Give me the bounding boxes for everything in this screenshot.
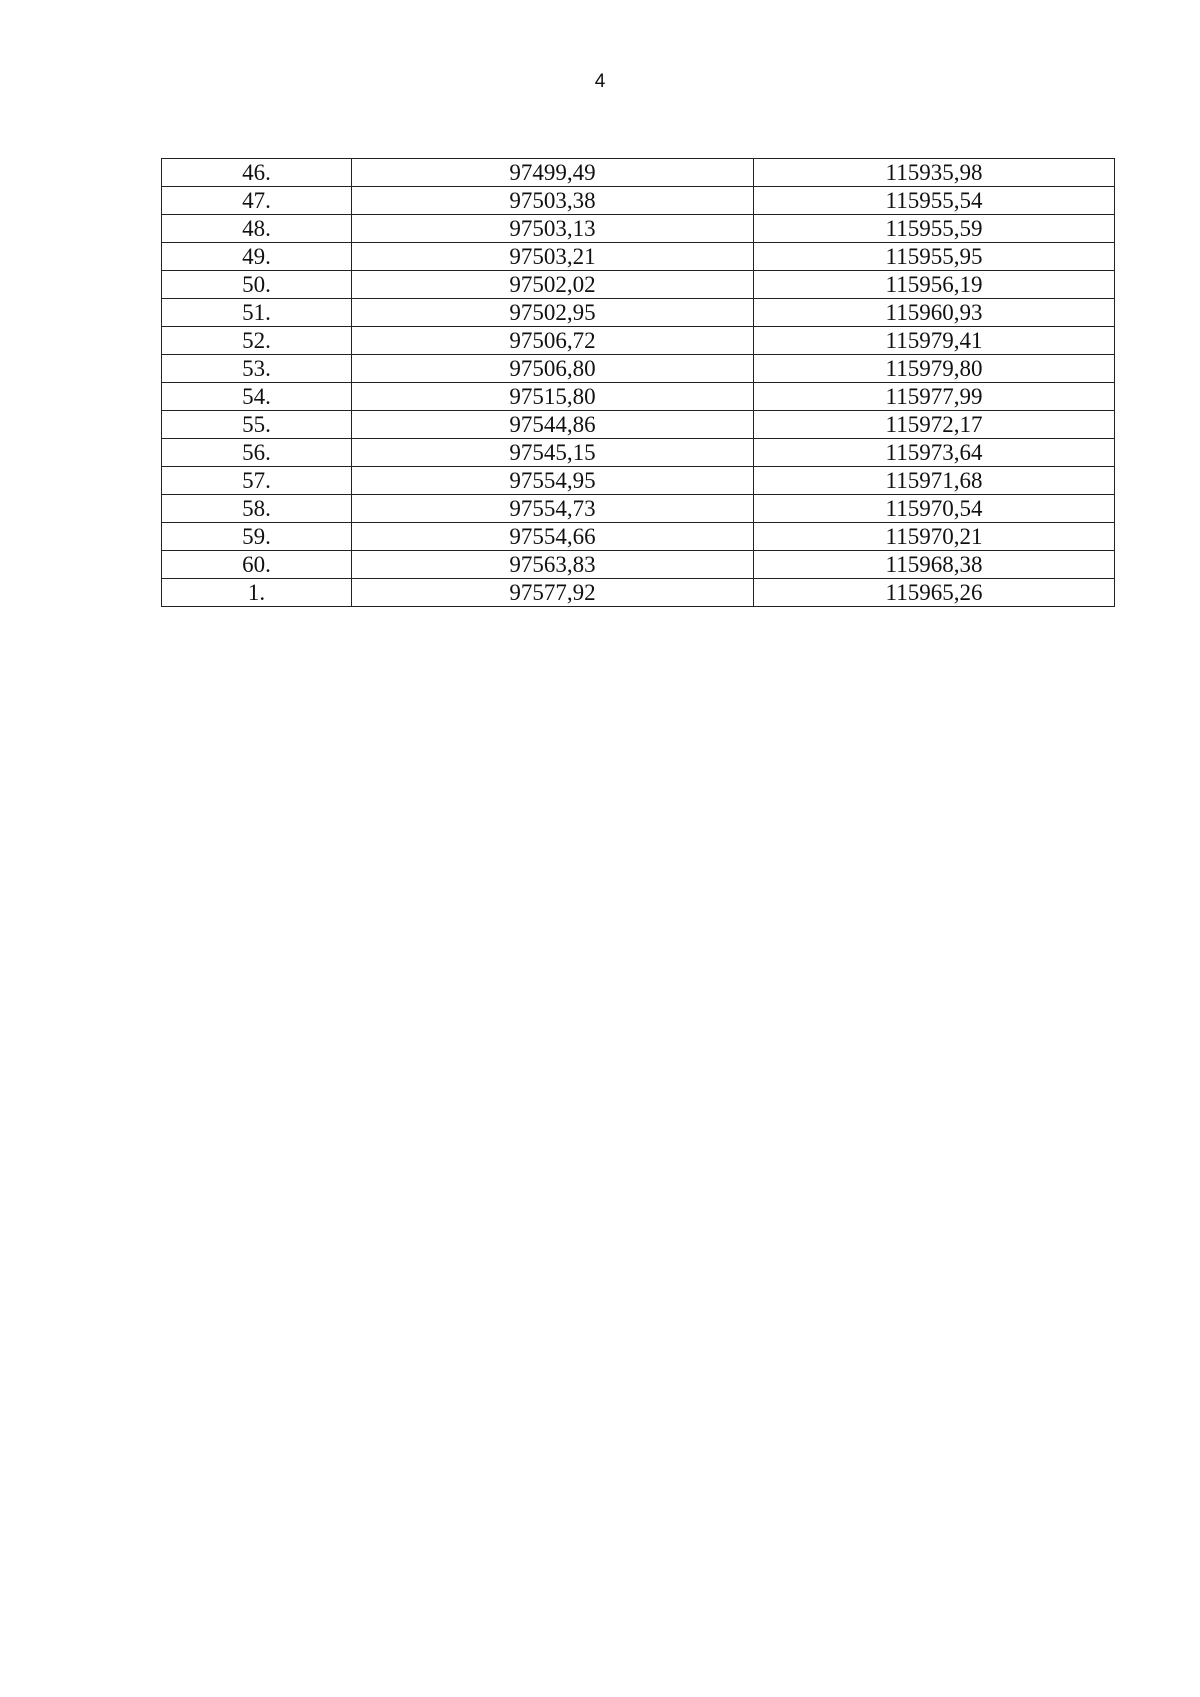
x-coordinate-cell: 97506,72 [352, 327, 754, 355]
x-coordinate-cell: 97503,38 [352, 187, 754, 215]
table-row [162, 579, 1115, 607]
y-coordinate-cell: 115972,17 [754, 411, 1115, 439]
table-row [162, 271, 1115, 299]
point-number-cell: 47. [162, 187, 352, 215]
x-coordinate-cell: 97506,80 [352, 355, 754, 383]
y-coordinate-cell: 115960,93 [754, 299, 1115, 327]
x-coordinate-cell: 97502,02 [352, 271, 754, 299]
table-row [162, 551, 1115, 579]
y-coordinate-cell: 115965,26 [754, 579, 1115, 607]
x-coordinate-cell: 97577,92 [352, 579, 754, 607]
x-coordinate-cell: 97554,95 [352, 467, 754, 495]
point-number-cell: 49. [162, 243, 352, 271]
point-number-cell: 46. [162, 159, 352, 187]
point-number-cell: 59. [162, 523, 352, 551]
point-number-cell: 1. [162, 579, 352, 607]
x-coordinate-cell: 97554,66 [352, 523, 754, 551]
page-number: 4 [594, 71, 606, 92]
table-row [162, 327, 1115, 355]
table-row [162, 411, 1115, 439]
y-coordinate-cell: 115977,99 [754, 383, 1115, 411]
point-number-cell: 58. [162, 495, 352, 523]
x-coordinate-cell: 97563,83 [352, 551, 754, 579]
table-row [162, 159, 1115, 187]
table-row [162, 215, 1115, 243]
y-coordinate-cell: 115970,54 [754, 495, 1115, 523]
x-coordinate-cell: 97545,15 [352, 439, 754, 467]
x-coordinate-cell: 97544,86 [352, 411, 754, 439]
y-coordinate-cell: 115979,41 [754, 327, 1115, 355]
point-number-cell: 48. [162, 215, 352, 243]
table-row [162, 523, 1115, 551]
point-number-cell: 53. [162, 355, 352, 383]
x-coordinate-cell: 97503,21 [352, 243, 754, 271]
table-row [162, 187, 1115, 215]
point-number-cell: 54. [162, 383, 352, 411]
coordinates-table [161, 158, 1115, 607]
y-coordinate-cell: 115955,95 [754, 243, 1115, 271]
point-number-cell: 60. [162, 551, 352, 579]
x-coordinate-cell: 97554,73 [352, 495, 754, 523]
point-number-cell: 55. [162, 411, 352, 439]
x-coordinate-cell: 97499,49 [352, 159, 754, 187]
y-coordinate-cell: 115968,38 [754, 551, 1115, 579]
table-row [162, 355, 1115, 383]
table-row [162, 495, 1115, 523]
table-row [162, 299, 1115, 327]
x-coordinate-cell: 97515,80 [352, 383, 754, 411]
y-coordinate-cell: 115935,98 [754, 159, 1115, 187]
x-coordinate-cell: 97503,13 [352, 215, 754, 243]
y-coordinate-cell: 115973,64 [754, 439, 1115, 467]
y-coordinate-cell: 115970,21 [754, 523, 1115, 551]
point-number-cell: 57. [162, 467, 352, 495]
table-row [162, 467, 1115, 495]
point-number-cell: 51. [162, 299, 352, 327]
y-coordinate-cell: 115971,68 [754, 467, 1115, 495]
coordinates-table-body [162, 159, 1115, 607]
table-row [162, 383, 1115, 411]
table-row [162, 243, 1115, 271]
point-number-cell: 50. [162, 271, 352, 299]
y-coordinate-cell: 115955,54 [754, 187, 1115, 215]
table-row [162, 439, 1115, 467]
y-coordinate-cell: 115955,59 [754, 215, 1115, 243]
y-coordinate-cell: 115956,19 [754, 271, 1115, 299]
point-number-cell: 56. [162, 439, 352, 467]
x-coordinate-cell: 97502,95 [352, 299, 754, 327]
y-coordinate-cell: 115979,80 [754, 355, 1115, 383]
point-number-cell: 52. [162, 327, 352, 355]
